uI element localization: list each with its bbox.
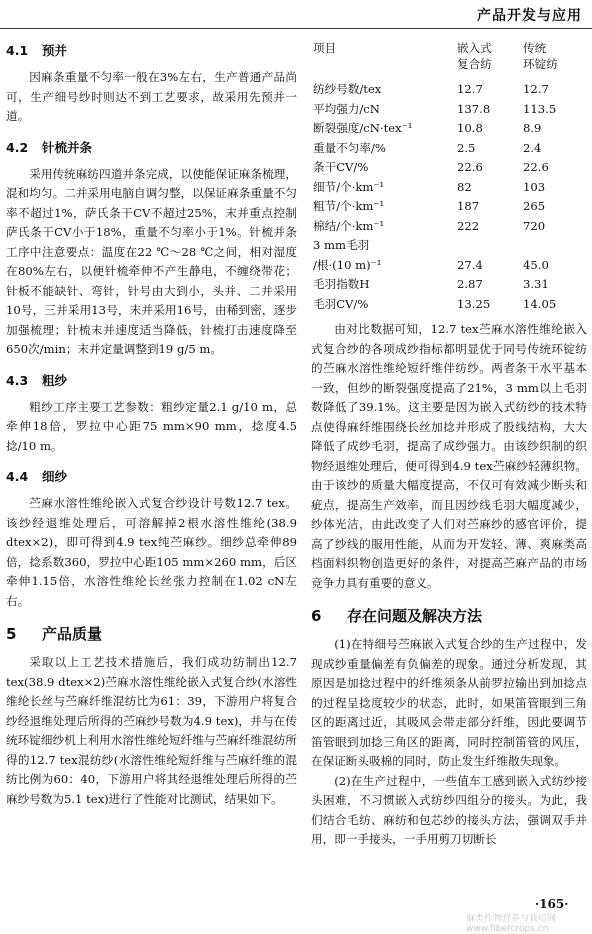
table-row xyxy=(311,275,583,295)
row-label: 重量不匀率/% xyxy=(313,140,386,155)
value-embedded: 187 xyxy=(457,199,480,213)
header-title: 产品开发与应用 xyxy=(477,8,582,24)
paragraph: 粗纱工序主要工艺参数：粗纱定量2.1 g/10 m，总牵伸18倍，罗拉中心距75 mm×90 mm，捻度4.5捻/10 m。 xyxy=(6,399,297,453)
paragraph: 因麻条重量不匀率一般在3%左右，生产普通产品尚可，生产细号纱时则达不到工艺要求，故采用先预并一道。 xyxy=(6,70,297,123)
value-ring: 45.0 xyxy=(523,257,549,272)
table-row xyxy=(311,119,583,139)
value-embedded xyxy=(457,236,523,256)
heading-text: 针梳并条 xyxy=(42,139,93,155)
row-label: 平均强力/cN xyxy=(313,101,380,116)
paragraph: 采取以上工艺技术措施后，我们成功纺制出12.7 tex(38.9 dtex×2)苎麻水溶性维纶嵌入式复合纱(水溶性维纶长丝与苎麻纤维混纺比为61：39，下游用户将复合纱经退维处理后所得的苎麻纱号数为4.9 tex)，并与在传统环锭细纱机上利用水溶性维纶短纤维与苎麻纤维混纺所得的12.7 tex混纺纱(水溶性维纶短纤维与苎麻纤维的混纺比例为60：40，下游用户将其经退维处理后所得的苎麻纱号数为5.1 tex)进行了性能对比测试，结果如下。 xyxy=(6,655,297,806)
row-label: 断裂强度/cN·tex⁻¹ xyxy=(313,121,413,135)
value-embedded: 10.8 xyxy=(457,121,483,135)
value-embedded: 27.4 xyxy=(457,257,483,272)
row-label: 细节/个·km⁻¹ xyxy=(313,179,385,194)
value-embedded: 137.8 xyxy=(457,101,491,116)
heading-text: 预并 xyxy=(42,43,68,58)
table-row xyxy=(311,236,583,256)
heading-text: 细纱 xyxy=(42,469,68,484)
watermark: 麻类作物营养与栽培网 www.fibercrops.cn xyxy=(466,914,557,934)
left-column xyxy=(6,40,297,809)
column-header-item: 项目 xyxy=(313,41,337,55)
paragraph: (1)在特细号苎麻嵌入式复合纱的生产过程中，发现成纱重量偏差有负偏差的现象。通过分析发现，其原因是加捻过程中的纤维须条从前罗拉输出到加捻点的过程呈捻度较少的状态，此时，如果笛管眼到三角区的距离过近，其吸风会带走部分纤维，因此要调节笛管眼到加捻三角区的距离，同时控制笛管的风压，在保证断头吸棉的同时，防止发生纤维散失现象。 xyxy=(311,637,587,768)
table-row xyxy=(311,139,583,159)
value-embedded: 82 xyxy=(457,179,472,194)
heading-4-1 xyxy=(6,40,297,62)
heading-text: 产品质量 xyxy=(42,625,103,643)
heading-number: 4.2 xyxy=(6,139,29,155)
table-row xyxy=(311,256,583,276)
table-row xyxy=(311,178,583,198)
row-label: 粗节/个·km⁻¹ xyxy=(313,199,385,213)
value-ring: 12.7 xyxy=(523,82,549,96)
heading-4-4 xyxy=(6,466,297,488)
value-ring: 3.31 xyxy=(523,277,549,291)
value-ring: 8.9 xyxy=(523,121,542,135)
heading-number: 6 xyxy=(311,607,322,625)
value-embedded: 12.7 xyxy=(457,82,483,96)
row-label: /根·(10 m)⁻¹ xyxy=(313,257,382,272)
heading-number: 4.1 xyxy=(6,43,29,58)
value-ring: 22.6 xyxy=(523,160,549,174)
row-label: 条干CV/% xyxy=(313,160,369,174)
table-row xyxy=(311,100,583,120)
row-label: 毛羽CV/% xyxy=(313,296,369,311)
table-header-row xyxy=(311,40,583,80)
value-ring: 720 xyxy=(523,218,546,233)
table-row xyxy=(311,295,583,315)
value-ring: 113.5 xyxy=(523,101,557,116)
heading-4-3 xyxy=(6,370,297,392)
column-header-embedded: 嵌入式 复合纺 xyxy=(457,41,492,71)
heading-text: 粗纱 xyxy=(42,372,68,388)
row-label: 棉结/个·km⁻¹ xyxy=(313,218,385,233)
heading-4-2 xyxy=(6,137,297,159)
heading-6 xyxy=(311,603,587,629)
value-ring: 265 xyxy=(523,199,546,213)
table-row xyxy=(311,217,583,237)
value-embedded: 2.87 xyxy=(457,277,483,291)
page-header xyxy=(0,0,592,30)
paragraph: (2)在生产过程中，一些值车工感到嵌入式纺纱接头困难，不习惯嵌入式纺纱四组分的接头。为此，我们结合毛纺、麻纺和包芯纱的接头方法，强调双手并用，即一手接头，一手用剪刀切断长 xyxy=(311,773,587,846)
paragraph: 由对比数据可知，12.7 tex苎麻水溶性维纶嵌入式复合纱的各项成纱指标都明显优于同号传统环锭纺的苎麻水溶性维纶短纤维伴纺纱。两者条干水平基本一致，但纱的断裂强度提高了21%，3 mm以上毛羽数降低了39.1%。这主要是因为嵌入式纺纱的技术特点使得麻纤维围绕长丝加捻并形成了股线结构，大大降低了成纱毛羽，提高了成纱强力。由该纱织制的织物经退维处理后，便可得到4.9 tex苎麻纱轻薄织物。由于该纱的质量大幅度提高，不仅可有效减少断头和疵点，提高生产效率，而且因纱线毛羽大幅度减少，纱体光洁，由此改变了人们对苎麻纱的感官评价，提高了纱线的服用性能，从而为开发轻、薄、爽麻类高档面料织物创造更好的条件，对提高苎麻产品的市场竞争力具有重要的意义。 xyxy=(311,322,587,590)
heading-number: 4.4 xyxy=(6,469,29,484)
heading-number: 5 xyxy=(6,625,17,643)
value-ring xyxy=(523,236,583,256)
table-row xyxy=(311,197,583,217)
value-embedded: 22.6 xyxy=(457,160,483,174)
table-row xyxy=(311,158,583,178)
right-column xyxy=(311,40,587,850)
header-rule xyxy=(0,28,592,29)
value-ring: 14.05 xyxy=(523,296,557,311)
row-label: 毛羽指数H xyxy=(313,277,370,291)
value-ring: 2.4 xyxy=(523,140,542,155)
table-row xyxy=(311,80,583,100)
paragraph: 苎麻水溶性维纶嵌入式复合纱设计号数12.7 tex。该纱经退维处理后，可溶解掉2根水溶性维纶(38.9 dtex×2)，即可得到4.9 tex纯苎麻纱。细纱总牵伸89倍，捻系数360，罗拉中心距105 mm×260 mm，后区牵伸1.15倍，水溶性维纶长丝张力控制在1.02 cN左右。 xyxy=(6,496,297,608)
heading-text: 存在问题及解决方法 xyxy=(347,607,483,625)
column-header-ring: 传统 环锭纺 xyxy=(523,41,558,71)
value-embedded: 222 xyxy=(457,218,480,233)
value-embedded: 13.25 xyxy=(457,296,491,311)
page-number: ·165· xyxy=(535,897,569,911)
value-embedded: 2.5 xyxy=(457,140,476,155)
row-label: 纺纱号数/tex xyxy=(313,82,382,96)
comparison-table xyxy=(311,40,583,314)
heading-5 xyxy=(6,621,297,647)
paragraph: 采用传统麻纺四道并条完成，以使能保证麻条梳理，混和均匀。二并采用电脑自调匀整，以保证麻条重量不匀率不超过1%，萨氏条干CV不超过25%，末并重点控制萨氏条干CV小于18%，重量不匀率小于1%。针梳并条工序中注意要点：温度在22 ℃～28 ℃之间，相对湿度在80%左右，以便针梳牵伸不产生静电，不缠绕带花；针板不能缺针、弯针，针号由大到小，头并、二并采用10号，三并采用13号，末并采用16号，由稀到密，逐步加强梳理；针梳末并速度适当降低，针梳打击速度降至650次/min；末并定量调整到19 g/5 m。 xyxy=(6,166,297,356)
value-ring: 103 xyxy=(523,179,546,194)
row-label: 3 mm毛羽 xyxy=(313,238,370,252)
heading-number: 4.3 xyxy=(6,372,29,388)
